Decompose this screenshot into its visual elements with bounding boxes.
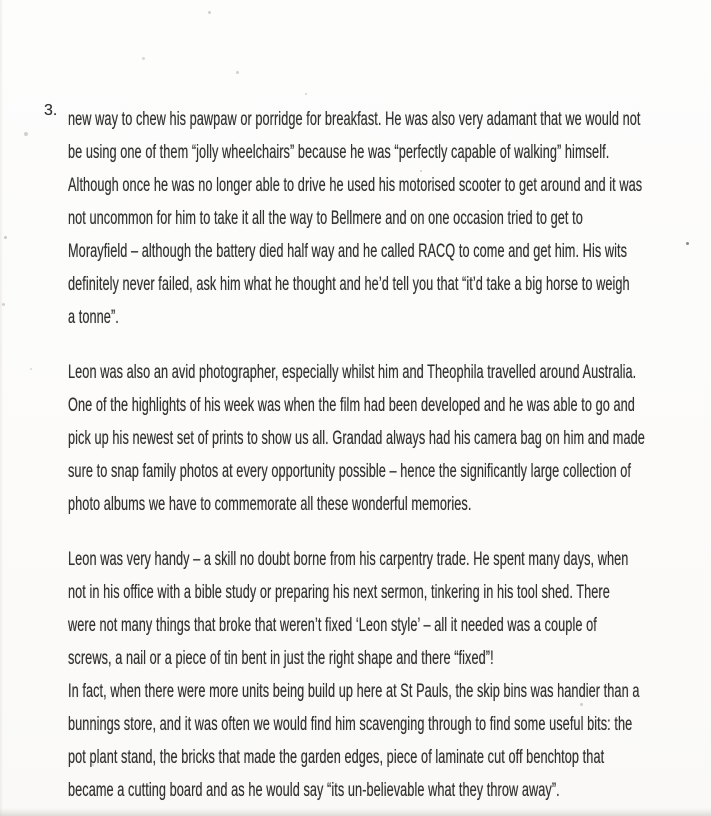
text-line: One of the highlights of his week was when the film had been developed and he was able to go and — [68, 395, 635, 416]
scan-speck — [686, 242, 689, 245]
scan-speck — [24, 132, 28, 136]
scan-speck — [420, 170, 422, 172]
text-line: Leon was very handy – a skill no doubt borne from his carpentry trade. He spent many days, when — [68, 549, 629, 570]
text-line: be using one of them “jolly wheelchairs” because he was “perfectly capable of walking” himself. — [68, 142, 610, 163]
text-line: were not many things that broke that weren’t fixed ‘Leon style’ – all it needed was a couple of — [68, 615, 597, 636]
scan-speck — [142, 57, 145, 60]
page-number: 3. — [44, 102, 58, 119]
scan-speck — [305, 93, 307, 95]
scan-speck — [30, 368, 32, 370]
text-line: screws, a nail or a piece of tin bent in just the right shape and there “fixed”! — [68, 648, 494, 669]
scan-speck — [92, 764, 94, 766]
text-line: photo albums we have to commemorate all these wonderful memories. — [68, 494, 472, 515]
text-line: Morayfield – although the battery died half way and he called RACQ to come and get him. His wits — [68, 241, 628, 262]
text-line: Leon was also an avid photographer, especially whilst him and Theophila travelled around Australia. — [68, 362, 637, 383]
paragraph — [68, 103, 668, 334]
scan-edge-left-shadow — [0, 0, 3, 816]
text-line: pot plant stand, the bricks that made the garden edges, piece of laminate cut off benchtop that — [68, 747, 605, 768]
scan-speck — [4, 236, 7, 239]
scan-speck — [580, 703, 583, 706]
text-line: bunnings store, and it was often we would find him scavenging through to find some useful bits: the — [68, 714, 633, 735]
text-line: new way to chew his pawpaw or porridge for breakfast. He was also very adamant that we would not — [68, 109, 641, 130]
text-line: a tonne”. — [68, 307, 119, 328]
text-line: pick up his newest set of prints to show us all. Grandad always had his camera bag on him and made — [68, 428, 645, 449]
scan-speck — [208, 11, 211, 14]
scan-edge-bottom-shadow — [0, 808, 711, 816]
document-body — [68, 103, 668, 807]
paragraph — [68, 356, 668, 521]
scan-speck — [2, 303, 5, 306]
text-line: Although once he was no longer able to drive he used his motorised scooter to get around and it was — [68, 175, 643, 196]
text-line: not in his office with a bible study or preparing his next sermon, tinkering in his tool shed. There — [68, 582, 610, 603]
scan-speck — [236, 71, 239, 74]
text-line: sure to snap family photos at every opportunity possible – hence the significantly large collection of — [68, 461, 632, 482]
text-line: became a cutting board and as he would say “its un-believable what they throw away”. — [68, 780, 560, 801]
paragraph — [68, 543, 668, 807]
text-line: In fact, when there were more units being build up here at St Pauls, the skip bins was handier than a — [68, 681, 640, 702]
text-line: definitely never failed, ask him what he thought and he’d tell you that “it’d take a big horse to weigh — [68, 274, 630, 295]
text-line: not uncommon for him to take it all the way to Bellmere and on one occasion tried to get to — [68, 208, 583, 229]
